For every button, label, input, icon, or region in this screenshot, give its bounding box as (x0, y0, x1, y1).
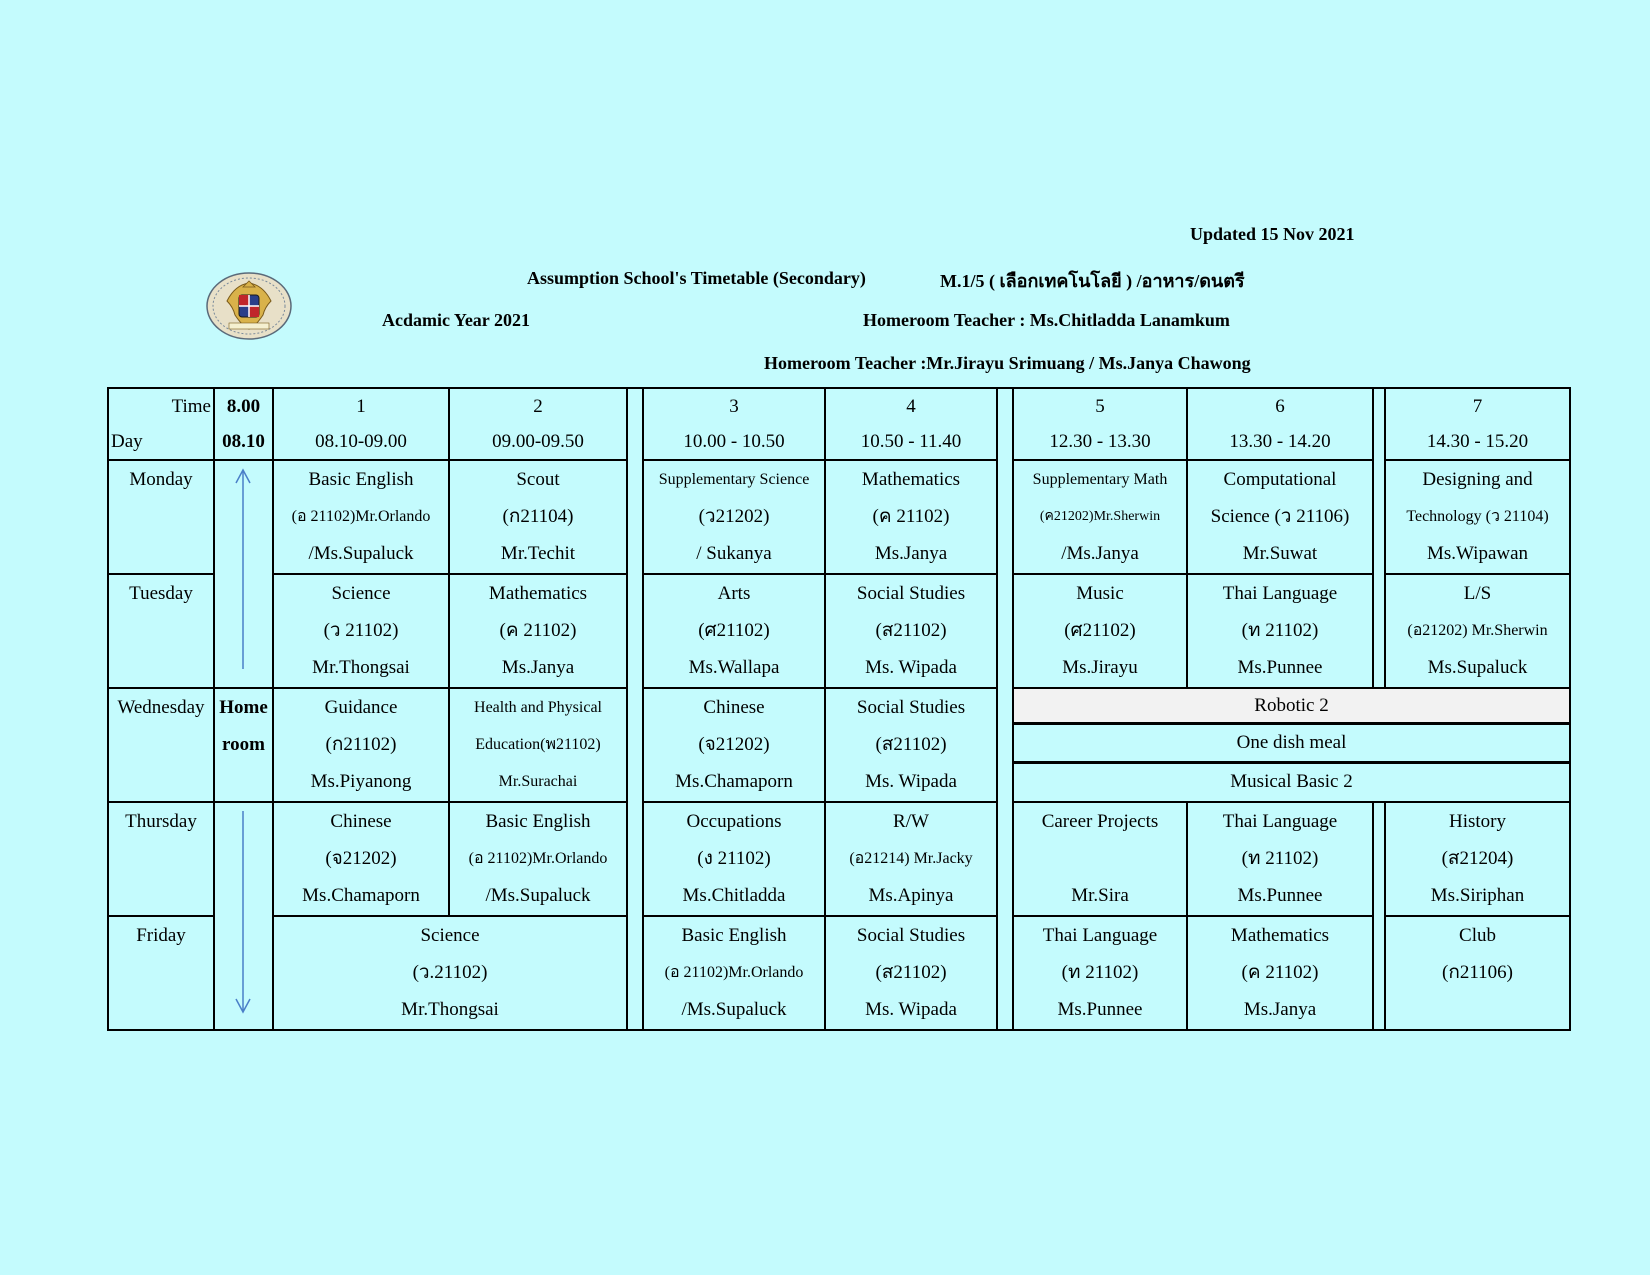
wed-p1: Guidance (ก21102) Ms.Piyanong (273, 688, 449, 802)
mon-p1: Basic English (อ 21102)Mr.Orlando /Ms.Supaluck (273, 460, 449, 574)
tuesday-row (108, 574, 1570, 688)
timetable-title: Assumption School's Timetable (Secondary) (527, 268, 866, 288)
fri-p1-p2-science: Science (ว.21102) Mr.Thongsai (273, 916, 627, 1030)
mon-p6: Computational Science (ว 21106) Mr.Suwat (1187, 460, 1373, 574)
period-4-header: 4 10.50 - 11.40 (825, 388, 997, 460)
elective-musical: Musical Basic 2 (1230, 771, 1353, 792)
elective-robotic: Robotic 2 (1014, 689, 1569, 725)
day-wednesday: Wednesday (108, 688, 214, 802)
day-monday: Monday (108, 460, 214, 574)
homeroom-teacher-1: Homeroom Teacher : Ms.Chitladda Lanamkum (863, 310, 1230, 330)
fri-p6: Mathematics (ค 21102) Ms.Janya (1187, 916, 1373, 1030)
homeroom-arrow-up (214, 460, 273, 688)
monday-row (108, 460, 1570, 574)
tue-p1: Science (ว 21102) Mr.Thongsai (273, 574, 449, 688)
tue-p2: Mathematics (ค 21102) Ms.Janya (449, 574, 627, 688)
updated-date: Updated 15 Nov 2021 (1190, 224, 1355, 244)
tue-p5: Music (ศ21102) Ms.Jirayu (1013, 574, 1187, 688)
period-7-header: 7 14.30 - 15.20 (1385, 388, 1570, 460)
period-1-header: 1 08.10-09.00 (273, 388, 449, 460)
thu-p7: History (ส21204) Ms.Siriphan (1385, 802, 1570, 916)
period-6-header: 6 13.30 - 14.20 (1187, 388, 1373, 460)
wed-afternoon-electives (1013, 688, 1570, 802)
academic-year: Acdamic Year 2021 (382, 310, 530, 330)
thu-p4: R/W (อ21214) Mr.Jacky Ms.Apinya (825, 802, 997, 916)
fri-p4: Social Studies (ส21102) Ms. Wipada (825, 916, 997, 1030)
mon-p2: Scout (ก21104) Mr.Techit (449, 460, 627, 574)
period-2-header: 2 09.00-09.50 (449, 388, 627, 460)
timetable (107, 387, 1571, 1031)
thu-p2: Basic English (อ 21102)Mr.Orlando /Ms.Supaluck (449, 802, 627, 916)
day-tuesday: Tuesday (108, 574, 214, 688)
tue-p4: Social Studies (ส21102) Ms. Wipada (825, 574, 997, 688)
elective-one-dish-meal: One dish meal (1014, 725, 1569, 764)
wed-p3: Chinese (จ21202) Ms.Chamaporn (643, 688, 825, 802)
mon-p3: Supplementary Science (ว21202) / Sukanya (643, 460, 825, 574)
tue-p6: Thai Language (ท 21102) Ms.Punnee (1187, 574, 1373, 688)
break-gap-2-bottom (1373, 802, 1385, 1030)
fri-p3: Basic English (อ 21102)Mr.Orlando /Ms.Supaluck (643, 916, 825, 1030)
homeroom-arrow-down (214, 802, 273, 1030)
wednesday-row (108, 688, 1570, 802)
wed-p2: Health and Physical Education(พ21102) Mr.Surachai (449, 688, 627, 802)
period-3-header: 3 10.00 - 10.50 (643, 388, 825, 460)
thu-p6: Thai Language (ท 21102) Ms.Punnee (1187, 802, 1373, 916)
day-thursday: Thursday (108, 802, 214, 916)
fri-p5: Thai Language (ท 21102) Ms.Punnee (1013, 916, 1187, 1030)
mon-p7: Designing and Technology (ว 21104) Ms.Wipawan (1385, 460, 1570, 574)
homeroom-time-header: 8.00 08.10 (214, 388, 273, 460)
mon-p5: Supplementary Math (ค21202)Mr.Sherwin /Ms.Janya (1013, 460, 1187, 574)
fri-p7: Club (ก21106) (1385, 916, 1570, 1030)
tue-p3: Arts (ศ21102) Ms.Wallapa (643, 574, 825, 688)
wed-p4: Social Studies (ส21102) Ms. Wipada (825, 688, 997, 802)
homeroom-label: Home room (214, 688, 273, 802)
class-name: M.1/5 ( เลือกเทคโนโลยี ) /อาหาร/ดนตรี (940, 271, 1245, 291)
thursday-row (108, 802, 1570, 916)
friday-row (108, 916, 1570, 1030)
thu-p3: Occupations (ง 21102) Ms.Chitladda (643, 802, 825, 916)
school-logo (205, 271, 293, 341)
header-row (108, 388, 1570, 460)
thu-p1: Chinese (จ21202) Ms.Chamaporn (273, 802, 449, 916)
mon-p4: Mathematics (ค 21102) Ms.Janya (825, 460, 997, 574)
break-gap-2-top (1373, 388, 1385, 688)
homeroom-teacher-2: Homeroom Teacher :Mr.Jirayu Srimuang / Ms.Janya Chawong (764, 353, 1251, 373)
tue-p7: L/S (อ21202) Mr.Sherwin Ms.Supaluck (1385, 574, 1570, 688)
time-day-header: Time Day (108, 388, 214, 460)
thu-p5: Career Projects Mr.Sira (1013, 802, 1187, 916)
break-gap-1 (627, 388, 643, 1030)
lunch-gap (997, 388, 1013, 1030)
period-5-header: 5 12.30 - 13.30 (1013, 388, 1187, 460)
day-friday: Friday (108, 916, 214, 1030)
